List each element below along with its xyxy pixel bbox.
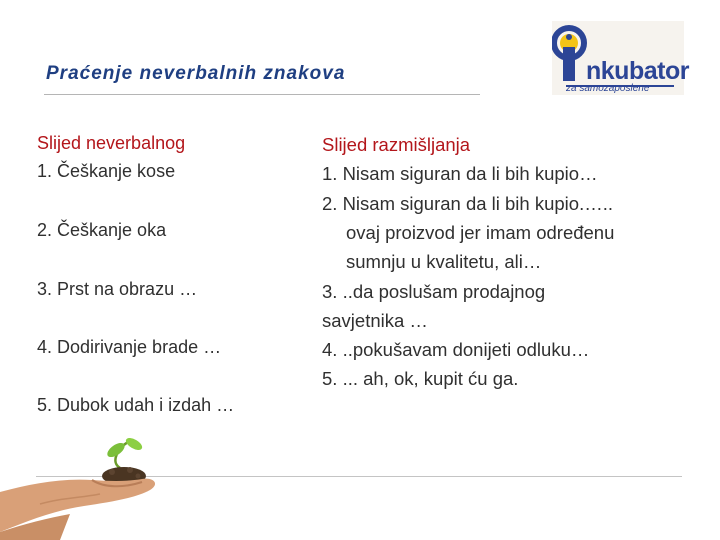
title-divider xyxy=(44,94,480,95)
list-item-continuation: ovaj proizvod jer imam određenu xyxy=(346,222,615,243)
slide-title: Praćenje neverbalnih znakova xyxy=(46,63,346,84)
list-item: 2. Češkanje oka xyxy=(37,220,167,240)
list-item: 4. Dodirivanje brade … xyxy=(37,337,222,357)
list-item: 3. Prst na obrazu … xyxy=(37,279,198,299)
hand-shape xyxy=(0,479,155,532)
inkubator-logo xyxy=(552,21,689,95)
list-item: 2. Nisam siguran da li bih kupio.….. xyxy=(322,193,613,214)
hand-with-seedling-image xyxy=(0,432,200,540)
list-item: 5. Dubok udah i izdah … xyxy=(37,395,235,415)
list-item: 1. Nisam siguran da li bih kupio… xyxy=(322,163,598,184)
logo-tagline: za samozaposlene xyxy=(566,83,650,94)
thinking-heading: Slijed razmišljanja xyxy=(322,134,471,155)
list-item-continuation: savjetnika … xyxy=(322,310,428,331)
nonverbal-heading: Slijed neverbalnog xyxy=(37,133,186,153)
list-item: 1. Češkanje kose xyxy=(37,161,176,181)
list-item-continuation: sumnju u kvalitetu, ali… xyxy=(346,251,542,272)
list-item: 4. ..pokušavam donijeti odluku… xyxy=(322,339,590,360)
logo-wordmark: nkubator xyxy=(586,57,689,85)
list-item: 5. ... ah, ok, kupit ću ga. xyxy=(322,368,519,389)
list-item: 3. ..da poslušam prodajnog xyxy=(322,281,546,302)
